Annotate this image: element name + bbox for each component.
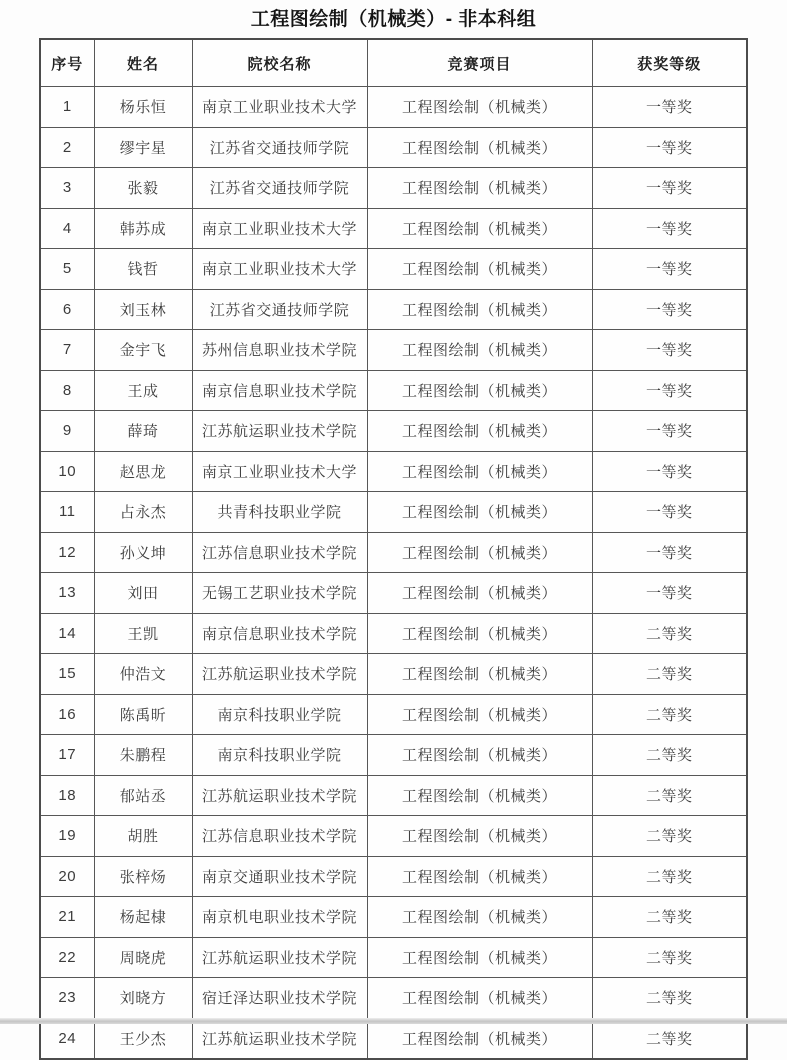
cell-award: 一等奖 xyxy=(592,573,747,614)
cell-school: 江苏省交通技师学院 xyxy=(192,289,367,330)
table-row xyxy=(40,856,747,897)
cell-no: 7 xyxy=(40,330,94,371)
cell-school: 江苏航运职业技术学院 xyxy=(192,937,367,978)
cell-event: 工程图绘制（机械类） xyxy=(367,735,592,776)
table-row xyxy=(40,492,747,533)
cell-school: 南京机电职业技术学院 xyxy=(192,897,367,938)
col-header-event: 竞赛项目 xyxy=(367,39,592,87)
cell-name: 朱鹏程 xyxy=(94,735,192,776)
col-header-name: 姓名 xyxy=(94,39,192,87)
cell-award: 二等奖 xyxy=(592,897,747,938)
cell-no: 17 xyxy=(40,735,94,776)
cell-name: 杨乐恒 xyxy=(94,87,192,128)
cell-award: 二等奖 xyxy=(592,654,747,695)
cell-award: 一等奖 xyxy=(592,87,747,128)
cell-no: 15 xyxy=(40,654,94,695)
cell-school: 江苏航运职业技术学院 xyxy=(192,1018,367,1059)
cell-event: 工程图绘制（机械类） xyxy=(367,370,592,411)
cell-no: 13 xyxy=(40,573,94,614)
cell-school: 江苏信息职业技术学院 xyxy=(192,532,367,573)
cell-award: 二等奖 xyxy=(592,816,747,857)
table-row xyxy=(40,330,747,371)
cell-event: 工程图绘制（机械类） xyxy=(367,451,592,492)
page-title: 工程图绘制（机械类）- 非本科组 xyxy=(250,9,537,30)
cell-name: 刘田 xyxy=(94,573,192,614)
cell-no: 24 xyxy=(40,1018,94,1059)
cell-event: 工程图绘制（机械类） xyxy=(367,897,592,938)
cell-name: 张毅 xyxy=(94,168,192,209)
table-row xyxy=(40,694,747,735)
cell-school: 江苏省交通技师学院 xyxy=(192,127,367,168)
table-row xyxy=(40,978,747,1019)
table-row xyxy=(40,249,747,290)
cell-no: 6 xyxy=(40,289,94,330)
table-row xyxy=(40,897,747,938)
table-row xyxy=(40,735,747,776)
cell-name: 杨起棣 xyxy=(94,897,192,938)
cell-name: 陈禹昕 xyxy=(94,694,192,735)
cell-school: 江苏省交通技师学院 xyxy=(192,168,367,209)
cell-school: 南京工业职业技术大学 xyxy=(192,451,367,492)
cell-award: 二等奖 xyxy=(592,775,747,816)
cell-school: 宿迁泽达职业技术学院 xyxy=(192,978,367,1019)
cell-event: 工程图绘制（机械类） xyxy=(367,289,592,330)
cell-school: 无锡工艺职业技术学院 xyxy=(192,573,367,614)
col-header-school: 院校名称 xyxy=(192,39,367,87)
cell-award: 二等奖 xyxy=(592,694,747,735)
cell-no: 8 xyxy=(40,370,94,411)
table-row xyxy=(40,1018,747,1059)
cell-event: 工程图绘制（机械类） xyxy=(367,816,592,857)
col-header-award: 获奖等级 xyxy=(592,39,747,87)
cell-no: 16 xyxy=(40,694,94,735)
cell-event: 工程图绘制（机械类） xyxy=(367,249,592,290)
cell-event: 工程图绘制（机械类） xyxy=(367,573,592,614)
cell-name: 赵思龙 xyxy=(94,451,192,492)
cell-no: 5 xyxy=(40,249,94,290)
cell-award: 一等奖 xyxy=(592,127,747,168)
cell-no: 2 xyxy=(40,127,94,168)
table-row xyxy=(40,613,747,654)
cell-no: 10 xyxy=(40,451,94,492)
cell-award: 一等奖 xyxy=(592,451,747,492)
cell-event: 工程图绘制（机械类） xyxy=(367,208,592,249)
cell-event: 工程图绘制（机械类） xyxy=(367,168,592,209)
page-bottom-edge xyxy=(0,1018,787,1024)
table-row xyxy=(40,451,747,492)
cell-event: 工程图绘制（机械类） xyxy=(367,1018,592,1059)
cell-school: 南京科技职业学院 xyxy=(192,694,367,735)
cell-name: 缪宇星 xyxy=(94,127,192,168)
cell-award: 一等奖 xyxy=(592,168,747,209)
cell-no: 19 xyxy=(40,816,94,857)
cell-event: 工程图绘制（机械类） xyxy=(367,856,592,897)
table-row xyxy=(40,532,747,573)
cell-name: 薛琦 xyxy=(94,411,192,452)
cell-award: 一等奖 xyxy=(592,492,747,533)
cell-no: 1 xyxy=(40,87,94,128)
cell-no: 12 xyxy=(40,532,94,573)
cell-name: 胡胜 xyxy=(94,816,192,857)
cell-no: 23 xyxy=(40,978,94,1019)
cell-award: 二等奖 xyxy=(592,937,747,978)
cell-name: 仲浩文 xyxy=(94,654,192,695)
cell-school: 苏州信息职业技术学院 xyxy=(192,330,367,371)
table-row xyxy=(40,127,747,168)
cell-event: 工程图绘制（机械类） xyxy=(367,492,592,533)
cell-school: 江苏信息职业技术学院 xyxy=(192,816,367,857)
cell-award: 二等奖 xyxy=(592,1018,747,1059)
table-row xyxy=(40,775,747,816)
cell-name: 周晓虎 xyxy=(94,937,192,978)
cell-award: 一等奖 xyxy=(592,330,747,371)
cell-event: 工程图绘制（机械类） xyxy=(367,613,592,654)
table-row xyxy=(40,87,747,128)
cell-event: 工程图绘制（机械类） xyxy=(367,775,592,816)
table-row xyxy=(40,208,747,249)
cell-name: 占永杰 xyxy=(94,492,192,533)
cell-award: 一等奖 xyxy=(592,370,747,411)
cell-school: 共青科技职业学院 xyxy=(192,492,367,533)
cell-name: 刘玉林 xyxy=(94,289,192,330)
cell-no: 3 xyxy=(40,168,94,209)
cell-event: 工程图绘制（机械类） xyxy=(367,411,592,452)
cell-no: 21 xyxy=(40,897,94,938)
cell-event: 工程图绘制（机械类） xyxy=(367,978,592,1019)
cell-school: 南京信息职业技术学院 xyxy=(192,613,367,654)
cell-name: 钱哲 xyxy=(94,249,192,290)
table-row xyxy=(40,573,747,614)
cell-award: 二等奖 xyxy=(592,735,747,776)
cell-award: 二等奖 xyxy=(592,613,747,654)
cell-award: 二等奖 xyxy=(592,856,747,897)
header-row xyxy=(40,39,747,87)
cell-award: 一等奖 xyxy=(592,411,747,452)
cell-no: 22 xyxy=(40,937,94,978)
award-table xyxy=(39,38,748,1060)
cell-no: 14 xyxy=(40,613,94,654)
table-row xyxy=(40,654,747,695)
cell-event: 工程图绘制（机械类） xyxy=(367,654,592,695)
cell-no: 11 xyxy=(40,492,94,533)
cell-event: 工程图绘制（机械类） xyxy=(367,87,592,128)
cell-name: 张梓炀 xyxy=(94,856,192,897)
cell-school: 南京工业职业技术大学 xyxy=(192,249,367,290)
cell-school: 江苏航运职业技术学院 xyxy=(192,411,367,452)
cell-school: 南京工业职业技术大学 xyxy=(192,208,367,249)
cell-award: 一等奖 xyxy=(592,208,747,249)
cell-name: 王少杰 xyxy=(94,1018,192,1059)
cell-name: 王成 xyxy=(94,370,192,411)
cell-name: 韩苏成 xyxy=(94,208,192,249)
col-header-no: 序号 xyxy=(40,39,94,87)
table-body xyxy=(40,87,747,1060)
cell-school: 南京科技职业学院 xyxy=(192,735,367,776)
cell-name: 王凯 xyxy=(94,613,192,654)
cell-event: 工程图绘制（机械类） xyxy=(367,937,592,978)
cell-name: 刘晓方 xyxy=(94,978,192,1019)
cell-school: 江苏航运职业技术学院 xyxy=(192,775,367,816)
cell-no: 20 xyxy=(40,856,94,897)
cell-no: 4 xyxy=(40,208,94,249)
table-row xyxy=(40,937,747,978)
table-row xyxy=(40,370,747,411)
cell-name: 孙义坤 xyxy=(94,532,192,573)
cell-event: 工程图绘制（机械类） xyxy=(367,694,592,735)
table-row xyxy=(40,168,747,209)
table-row xyxy=(40,411,747,452)
cell-no: 9 xyxy=(40,411,94,452)
cell-award: 一等奖 xyxy=(592,289,747,330)
cell-event: 工程图绘制（机械类） xyxy=(367,330,592,371)
cell-name: 金宇飞 xyxy=(94,330,192,371)
cell-award: 一等奖 xyxy=(592,532,747,573)
cell-event: 工程图绘制（机械类） xyxy=(367,127,592,168)
cell-school: 南京交通职业技术学院 xyxy=(192,856,367,897)
cell-name: 郁站丞 xyxy=(94,775,192,816)
table-header xyxy=(40,39,747,87)
cell-school: 南京信息职业技术学院 xyxy=(192,370,367,411)
cell-award: 一等奖 xyxy=(592,249,747,290)
cell-award: 二等奖 xyxy=(592,978,747,1019)
table-row xyxy=(40,816,747,857)
cell-school: 南京工业职业技术大学 xyxy=(192,87,367,128)
cell-event: 工程图绘制（机械类） xyxy=(367,532,592,573)
table-row xyxy=(40,289,747,330)
cell-school: 江苏航运职业技术学院 xyxy=(192,654,367,695)
cell-no: 18 xyxy=(40,775,94,816)
